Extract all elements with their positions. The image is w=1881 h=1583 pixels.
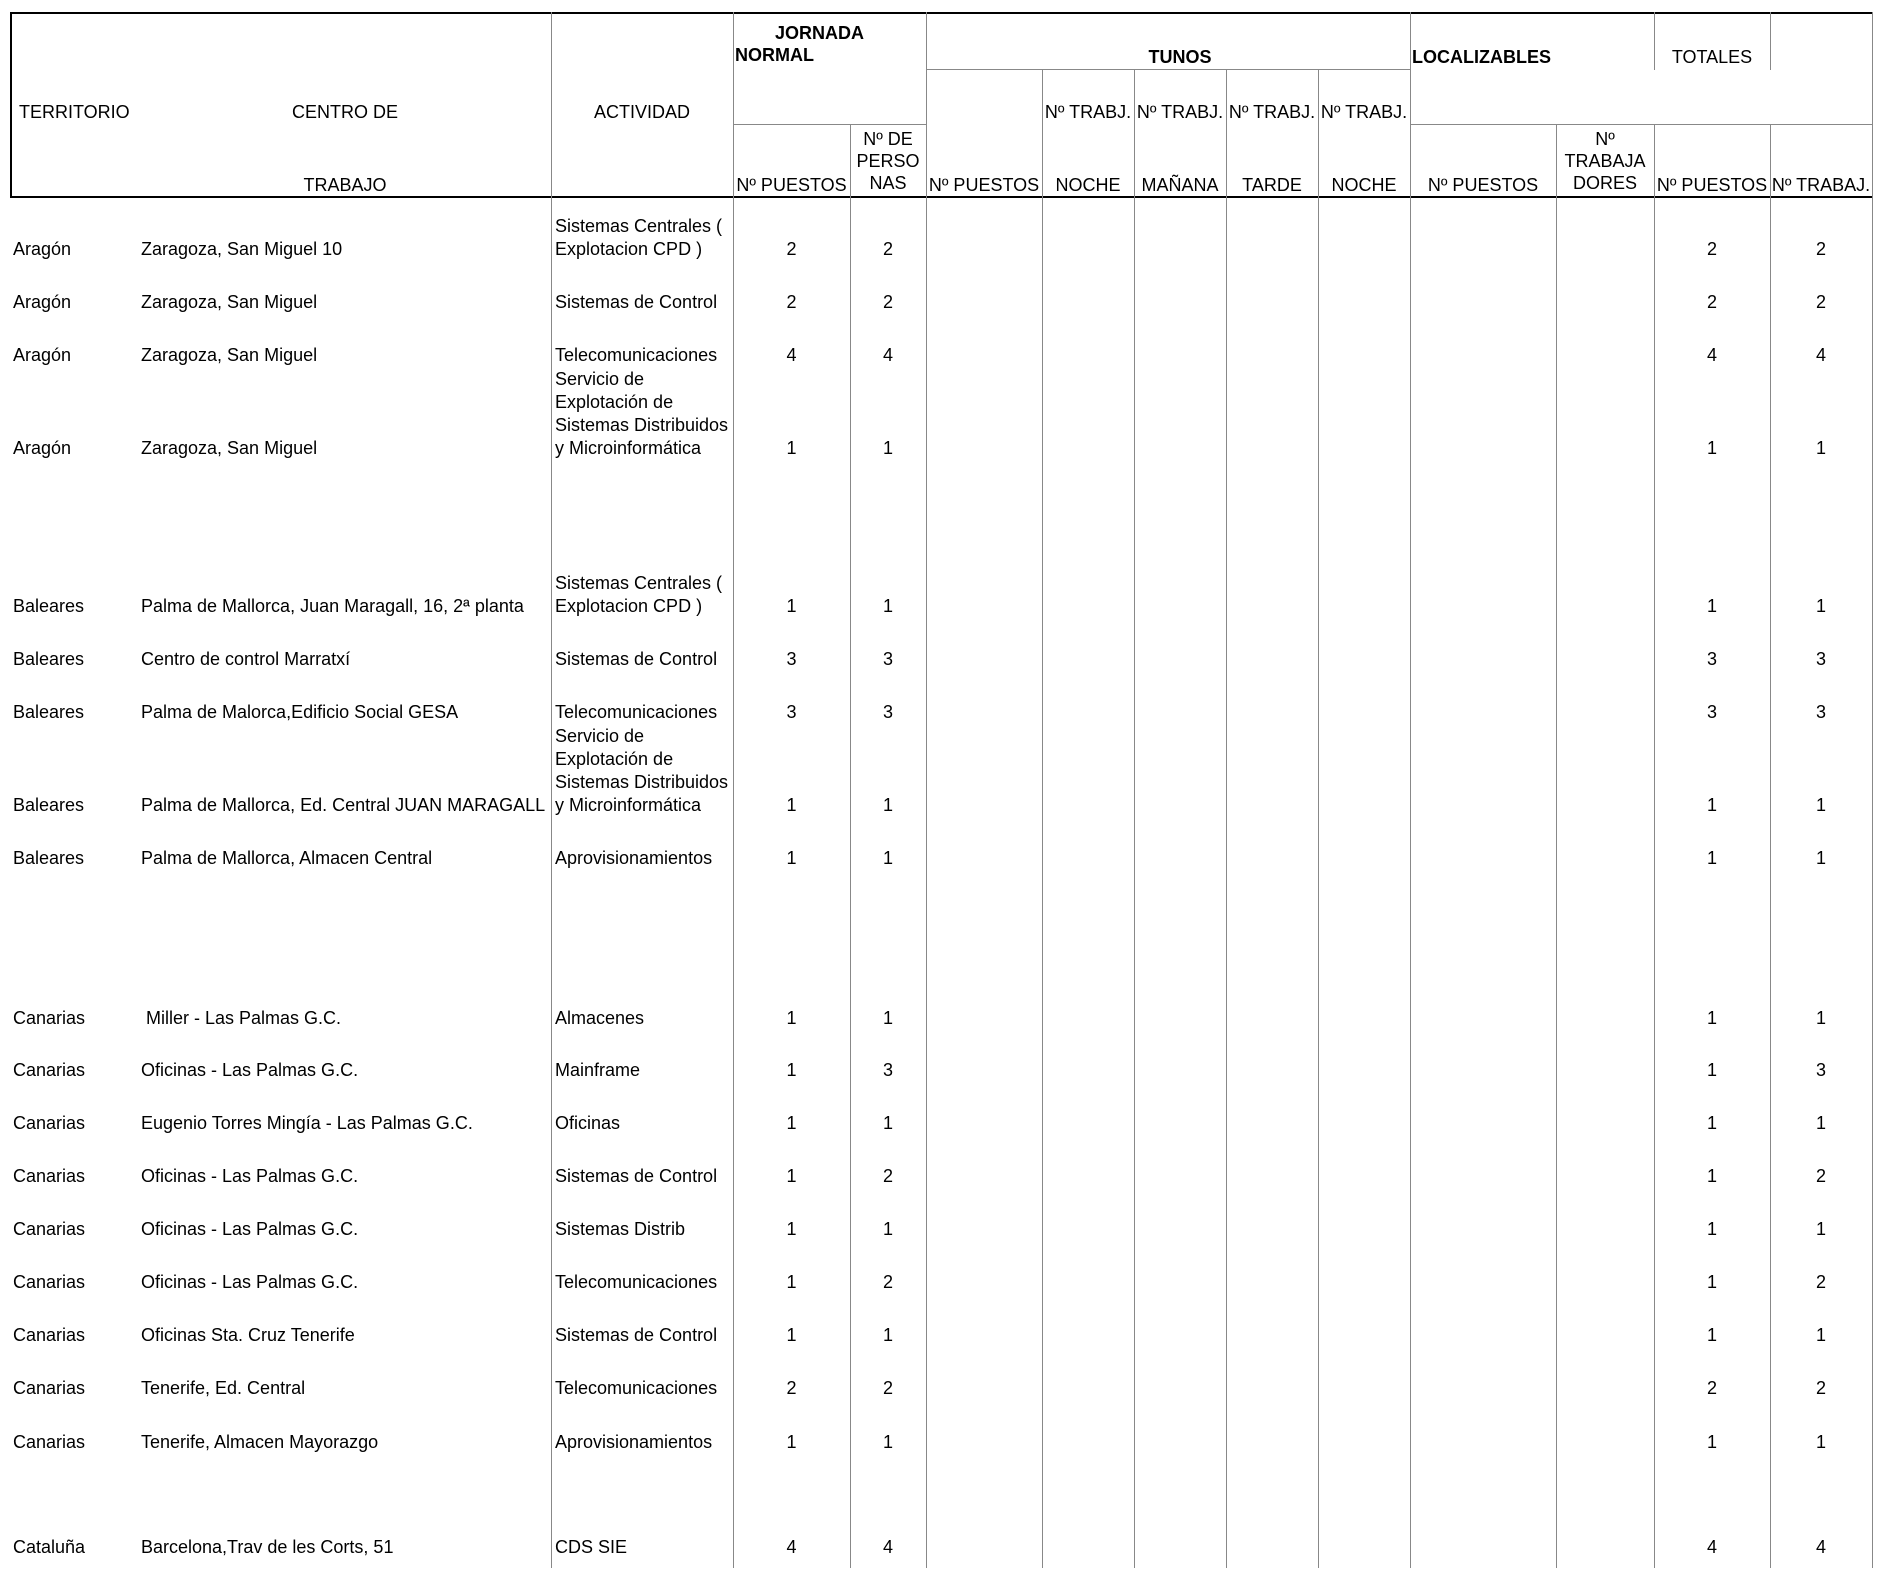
cell-actividad: Servicio de Explotación de Sistemas Distribuidos y Microinformática (555, 369, 729, 458)
header-centro-de: CENTRO DE (291, 102, 398, 122)
cell-jn-puestos: 4 (786, 345, 797, 365)
cell-jn-puestos: 1 (786, 1272, 797, 1292)
cell-centro: Palma de Malorca,Edificio Social GESA (141, 702, 459, 722)
header-vline (10, 12, 12, 198)
cell-centro: Zaragoza, San Miguel (141, 345, 318, 365)
cell-jn-personas: 4 (882, 1537, 893, 1557)
header-tu-puestos: Nº PUESTOS (928, 175, 1040, 195)
body-vline (1226, 198, 1227, 1568)
header-tu-manana: MAÑANA (1141, 175, 1219, 195)
cell-centro: Barcelona,Trav de les Corts, 51 (141, 1537, 394, 1557)
cell-jn-puestos: 2 (786, 292, 797, 312)
cell-to-trabaj: 1 (1815, 1325, 1826, 1345)
header-vline (1654, 12, 1655, 70)
body-vline (733, 198, 734, 1568)
cell-actividad: Mainframe (555, 1060, 641, 1080)
header-tunos: TUNOS (1148, 47, 1212, 67)
cell-actividad: CDS SIE (555, 1537, 628, 1557)
cell-actividad: Sistemas Centrales ( Explotacion CPD ) (555, 216, 723, 259)
header-tu-noche: NOCHE (1331, 175, 1397, 195)
body-vline (1872, 198, 1873, 1568)
cell-to-puestos: 3 (1706, 702, 1717, 722)
body-vline (1410, 198, 1411, 1568)
cell-jn-puestos: 1 (786, 596, 797, 616)
header-territorio: TERRITORIO (19, 102, 130, 122)
tunos-divider (926, 69, 1410, 70)
cell-territorio: Baleares (13, 596, 85, 616)
cell-actividad: Sistemas de Control (555, 649, 718, 669)
body-vline (926, 198, 927, 1568)
cell-territorio: Canarias (13, 1113, 86, 1133)
header-tu-trabj: Nº TRABJ. (1044, 102, 1132, 122)
body-vline (551, 198, 552, 1568)
header-lo-trabajadores: Nº TRABAJA DORES (1564, 129, 1646, 193)
header-tu-tarde: TARDE (1242, 175, 1302, 195)
cell-to-puestos: 1 (1706, 795, 1717, 815)
cell-jn-personas: 4 (882, 345, 893, 365)
cell-jn-personas: 1 (882, 1113, 893, 1133)
cell-jn-personas: 1 (882, 596, 893, 616)
cell-actividad: Sistemas de Control (555, 1166, 718, 1186)
cell-centro: Centro de control Marratxí (141, 649, 351, 669)
cell-jn-puestos: 4 (786, 1537, 797, 1557)
cell-to-trabaj: 4 (1815, 1537, 1826, 1557)
cell-to-puestos: 1 (1706, 1325, 1717, 1345)
cell-jn-puestos: 3 (786, 702, 797, 722)
header-tu-trabj: Nº TRABJ. (1136, 102, 1224, 122)
cell-jn-puestos: 1 (786, 795, 797, 815)
cell-centro: Oficinas - Las Palmas G.C. (141, 1272, 359, 1292)
cell-actividad: Almacenes (555, 1008, 645, 1028)
cell-jn-personas: 3 (882, 1060, 893, 1080)
cell-jn-puestos: 1 (786, 1166, 797, 1186)
cell-territorio: Aragón (13, 239, 72, 259)
cell-to-trabaj: 3 (1815, 649, 1826, 669)
body-vline (1556, 198, 1557, 1568)
cell-jn-personas: 2 (882, 1272, 893, 1292)
header-vline (733, 12, 734, 198)
cell-to-trabaj: 3 (1815, 702, 1826, 722)
cell-territorio: Baleares (13, 702, 85, 722)
cell-territorio: Canarias (13, 1325, 86, 1345)
header-trabajo: TRABAJO (303, 175, 387, 195)
body-vline (1770, 198, 1771, 1568)
cell-territorio: Canarias (13, 1008, 86, 1028)
cell-centro: Palma de Mallorca, Almacen Central (141, 848, 433, 868)
cell-jn-puestos: 1 (786, 1008, 797, 1028)
cell-to-trabaj: 3 (1815, 1060, 1826, 1080)
cell-to-trabaj: 1 (1815, 1113, 1826, 1133)
cell-territorio: Baleares (13, 649, 85, 669)
cell-centro: Zaragoza, San Miguel 10 (141, 239, 343, 259)
cell-territorio: Canarias (13, 1060, 86, 1080)
jornada-divider (733, 124, 926, 125)
header-vline (1410, 12, 1411, 198)
cell-jn-puestos: 1 (786, 1113, 797, 1133)
cell-to-trabaj: 2 (1815, 239, 1826, 259)
cell-to-puestos: 4 (1706, 345, 1717, 365)
cell-to-trabaj: 4 (1815, 345, 1826, 365)
cell-to-puestos: 1 (1706, 1166, 1717, 1186)
cell-to-trabaj: 1 (1815, 795, 1826, 815)
header-totales: TOTALES (1671, 47, 1753, 67)
header-to-puestos: Nº PUESTOS (1656, 175, 1768, 195)
cell-actividad: Telecomunicaciones (555, 345, 718, 365)
header-tu-trabj: Nº TRABJ. (1320, 102, 1408, 122)
cell-to-puestos: 2 (1706, 239, 1717, 259)
header-vline (1770, 12, 1771, 70)
cell-jn-puestos: 2 (786, 239, 797, 259)
cell-actividad: Sistemas Centrales ( Explotacion CPD ) (555, 573, 723, 616)
cell-jn-personas: 1 (882, 848, 893, 868)
cell-centro: Oficinas - Las Palmas G.C. (141, 1060, 359, 1080)
cell-jn-personas: 2 (882, 239, 893, 259)
cell-to-trabaj: 1 (1815, 596, 1826, 616)
cell-to-puestos: 1 (1706, 1432, 1717, 1452)
cell-actividad: Aprovisionamientos (555, 1432, 713, 1452)
cell-jn-puestos: 1 (786, 1325, 797, 1345)
header-vline (926, 12, 927, 198)
cell-to-trabaj: 1 (1815, 1008, 1826, 1028)
cell-centro: Palma de Mallorca, Ed. Central JUAN MARAGALL (141, 795, 546, 815)
header-jn-personas: Nº DE PERSO NAS (856, 129, 920, 193)
header-actividad: ACTIVIDAD (593, 102, 690, 122)
cell-territorio: Canarias (13, 1166, 86, 1186)
body-vline (1654, 198, 1655, 1568)
cell-centro: Oficinas Sta. Cruz Tenerife (141, 1325, 355, 1345)
cell-to-puestos: 2 (1706, 292, 1717, 312)
cell-territorio: Canarias (13, 1432, 86, 1452)
cell-centro: Zaragoza, San Miguel (141, 438, 318, 458)
cell-actividad: Sistemas de Control (555, 1325, 718, 1345)
cell-jn-personas: 1 (882, 1325, 893, 1345)
cell-jn-puestos: 1 (786, 1060, 797, 1080)
cell-to-trabaj: 2 (1815, 1378, 1826, 1398)
cell-territorio: Canarias (13, 1378, 86, 1398)
table-top-border (10, 12, 1872, 14)
cell-centro: Oficinas - Las Palmas G.C. (141, 1219, 359, 1239)
cell-to-puestos: 1 (1706, 438, 1717, 458)
header-jn-puestos: Nº PUESTOS (736, 175, 847, 195)
cell-centro: Eugenio Torres Mingía - Las Palmas G.C. (141, 1113, 473, 1133)
body-vline (1318, 198, 1319, 1568)
cell-centro: Zaragoza, San Miguel (141, 292, 318, 312)
cell-to-puestos: 3 (1706, 649, 1717, 669)
cell-to-trabaj: 2 (1815, 292, 1826, 312)
cell-jn-personas: 3 (882, 649, 893, 669)
cell-to-trabaj: 2 (1815, 1272, 1826, 1292)
cell-to-puestos: 1 (1706, 848, 1717, 868)
cell-to-puestos: 2 (1706, 1378, 1717, 1398)
cell-jn-personas: 3 (882, 702, 893, 722)
cell-to-trabaj: 1 (1815, 848, 1826, 868)
cell-actividad: Oficinas (555, 1113, 621, 1133)
body-vline (850, 198, 851, 1568)
header-localizables: LOCALIZABLES (1412, 47, 1551, 67)
cell-to-puestos: 1 (1706, 1060, 1717, 1080)
cell-jn-personas: 1 (882, 795, 893, 815)
cell-to-puestos: 1 (1706, 1272, 1717, 1292)
cell-to-trabaj: 1 (1815, 1219, 1826, 1239)
cell-territorio: Baleares (13, 848, 85, 868)
header-vline (1872, 12, 1873, 198)
cell-actividad: Aprovisionamientos (555, 848, 713, 868)
cell-jn-personas: 1 (882, 1432, 893, 1452)
cell-jn-puestos: 3 (786, 649, 797, 669)
cell-actividad: Servicio de Explotación de Sistemas Distribuidos y Microinformática (555, 726, 729, 815)
cell-jn-puestos: 1 (786, 438, 797, 458)
cell-jn-personas: 2 (882, 292, 893, 312)
header-to-trabaj: Nº TRABAJ. (1771, 175, 1871, 195)
localizables-divider (1410, 124, 1872, 125)
cell-centro: Tenerife, Ed. Central (141, 1378, 306, 1398)
cell-to-puestos: 1 (1706, 596, 1717, 616)
cell-to-trabaj: 2 (1815, 1166, 1826, 1186)
cell-centro: Oficinas - Las Palmas G.C. (141, 1166, 359, 1186)
cell-jn-puestos: 1 (786, 1219, 797, 1239)
cell-territorio: Aragón (13, 292, 72, 312)
cell-jn-personas: 2 (882, 1378, 893, 1398)
header-jornada-normal: JORNADA NORMAL (735, 23, 865, 65)
cell-actividad: Telecomunicaciones (555, 702, 718, 722)
body-vline (1134, 198, 1135, 1568)
cell-territorio: Canarias (13, 1272, 86, 1292)
header-bottom-border (10, 196, 1872, 198)
cell-territorio: Cataluña (13, 1537, 86, 1557)
cell-to-trabaj: 1 (1815, 1432, 1826, 1452)
cell-territorio: Aragón (13, 345, 72, 365)
cell-actividad: Sistemas de Control (555, 292, 718, 312)
header-tu-noche: NOCHE (1055, 175, 1121, 195)
cell-actividad: Telecomunicaciones (555, 1378, 718, 1398)
cell-centro: Palma de Mallorca, Juan Maragall, 16, 2ª planta (141, 596, 524, 616)
cell-jn-personas: 1 (882, 438, 893, 458)
cell-actividad: Sistemas Distrib (555, 1219, 686, 1239)
cell-jn-personas: 1 (882, 1008, 893, 1028)
cell-jn-puestos: 1 (786, 848, 797, 868)
cell-territorio: Aragón (13, 438, 72, 458)
cell-jn-personas: 2 (882, 1166, 893, 1186)
body-vline (1042, 198, 1043, 1568)
cell-to-puestos: 1 (1706, 1219, 1717, 1239)
cell-territorio: Baleares (13, 795, 85, 815)
cell-to-puestos: 4 (1706, 1537, 1717, 1557)
cell-actividad: Telecomunicaciones (555, 1272, 718, 1292)
cell-territorio: Canarias (13, 1219, 86, 1239)
cell-jn-puestos: 1 (786, 1432, 797, 1452)
cell-jn-personas: 1 (882, 1219, 893, 1239)
header-lo-puestos: Nº PUESTOS (1427, 175, 1539, 195)
cell-to-trabaj: 1 (1815, 438, 1826, 458)
cell-to-puestos: 1 (1706, 1008, 1717, 1028)
cell-jn-puestos: 2 (786, 1378, 797, 1398)
cell-centro: Tenerife, Almacen Mayorazgo (141, 1432, 379, 1452)
cell-centro: Miller - Las Palmas G.C. (141, 1008, 342, 1028)
cell-to-puestos: 1 (1706, 1113, 1717, 1133)
header-tu-trabj: Nº TRABJ. (1228, 102, 1316, 122)
